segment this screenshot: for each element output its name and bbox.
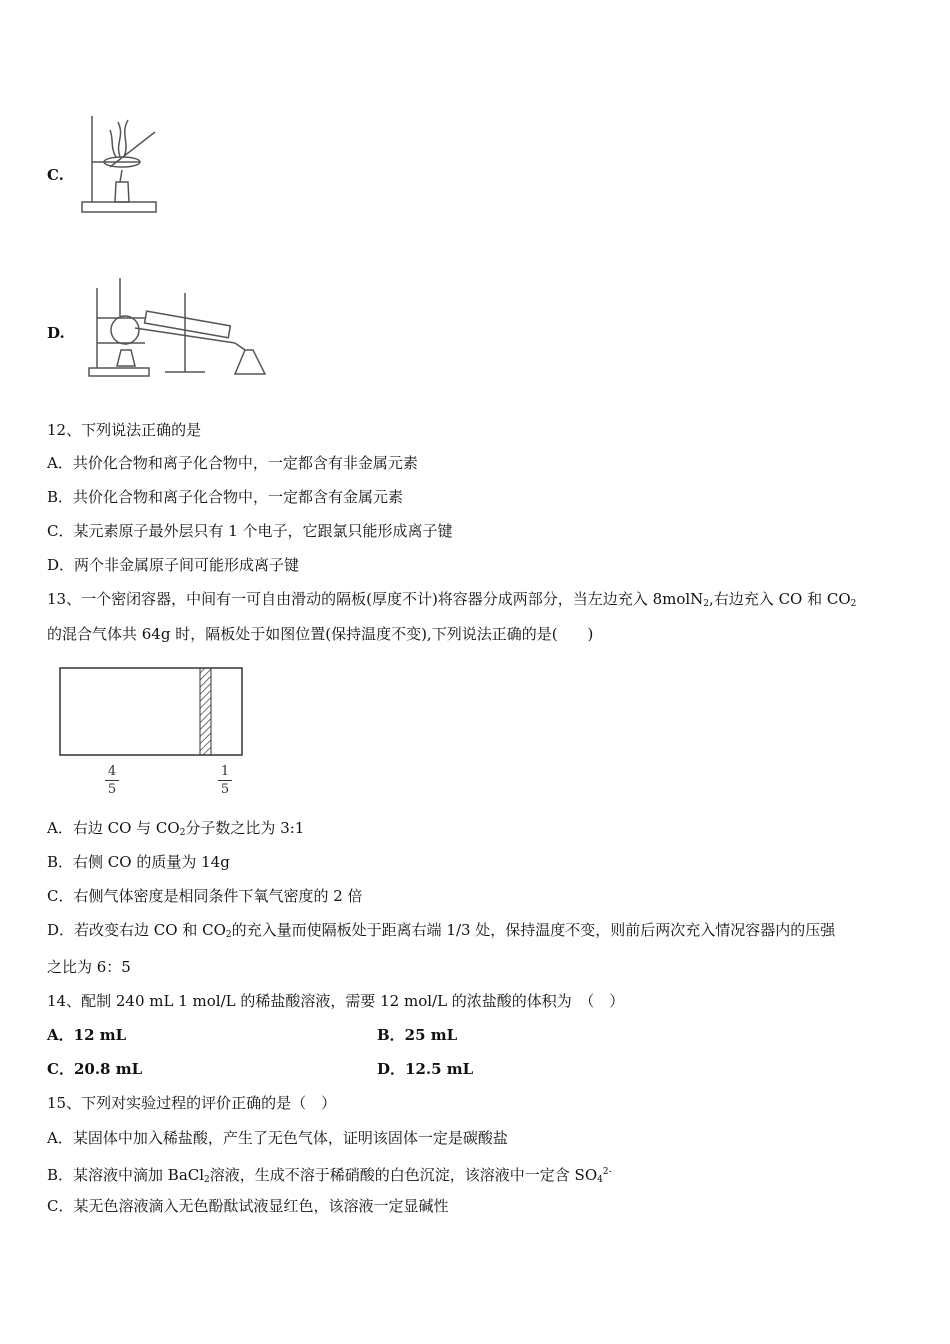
- q13-option-d: D．若改变右边 CO 和 $CO_2$的充入量而使隔板处于距离右端 1/3 处，保持温度不变，则前后两次充入情况容器内的压强: [47, 921, 836, 940]
- q12-stem: 12、下列说法正确的是: [47, 421, 202, 439]
- q13-stem-line2: 的混合气体共 64g 时，隔板处于如图位置(保持温度不变),下列说法正确的是( ): [47, 625, 594, 643]
- q12-option-b: B．共价化合物和离子化合物中，一定都含有金属元素: [47, 488, 404, 506]
- q15-option-b: B．某溶液中滴加 BaCl$_2$溶液，生成不溶于稀硝酸的白色沉淀，该溶液中一定含 $SO_4^{2-}$: [47, 1166, 612, 1185]
- q14-stem: 14、配制 240 mL 1 mol/L 的稀盐酸溶液，需要 12 mol/L 的浓盐酸的体积为 （ ）: [47, 992, 625, 1010]
- q15-stem: 15、下列对实验过程的评价正确的是（ ）: [47, 1094, 337, 1112]
- q12-option-d: D．两个非金属原子间可能形成离子键: [47, 556, 300, 574]
- q14-option-b: B．25 mL: [377, 1026, 458, 1044]
- q14-option-d: D．12.5 mL: [377, 1060, 474, 1078]
- evaporation-apparatus-figure: [80, 112, 165, 218]
- q13-option-c: C．右侧气体密度是相同条件下氧气密度的 2 倍: [47, 887, 363, 905]
- option-c-label: C.: [47, 166, 64, 184]
- q13-option-d-cont: 之比为 6：5: [47, 958, 131, 976]
- distillation-apparatus-figure: [85, 268, 270, 380]
- container-partition-figure: [58, 666, 248, 758]
- q13-option-a: A．右边 CO 与 $CO_2$分子数之比为 3:1: [47, 819, 305, 838]
- q15-option-c: C．某无色溶液滴入无色酚酞试液显红色，该溶液一定显碱性: [47, 1197, 449, 1215]
- q13-option-b: B．右侧 CO 的质量为 14g: [47, 853, 230, 871]
- option-d-label: D.: [47, 324, 65, 342]
- fraction-left: 4 5: [102, 764, 122, 797]
- fraction-right: 1 5: [215, 764, 235, 797]
- q12-option-a: A．共价化合物和离子化合物中，一定都含有非金属元素: [47, 454, 418, 472]
- q14-option-a: A．12 mL: [47, 1026, 127, 1044]
- q12-option-c: C．某元素原子最外层只有 1 个电子，它跟氯只能形成离子键: [47, 522, 453, 540]
- q15-option-a: A．某固体中加入稀盐酸，产生了无色气体，证明该固体一定是碳酸盐: [47, 1129, 508, 1147]
- q13-stem-line1: 13、一个密闭容器，中间有一可自由滑动的隔板(厚度不计)将容器分成两部分，当左边充入 8molN$_2$,右边充入 CO 和 $CO_2$: [47, 590, 857, 609]
- q14-option-c: C．20.8 mL: [47, 1060, 143, 1078]
